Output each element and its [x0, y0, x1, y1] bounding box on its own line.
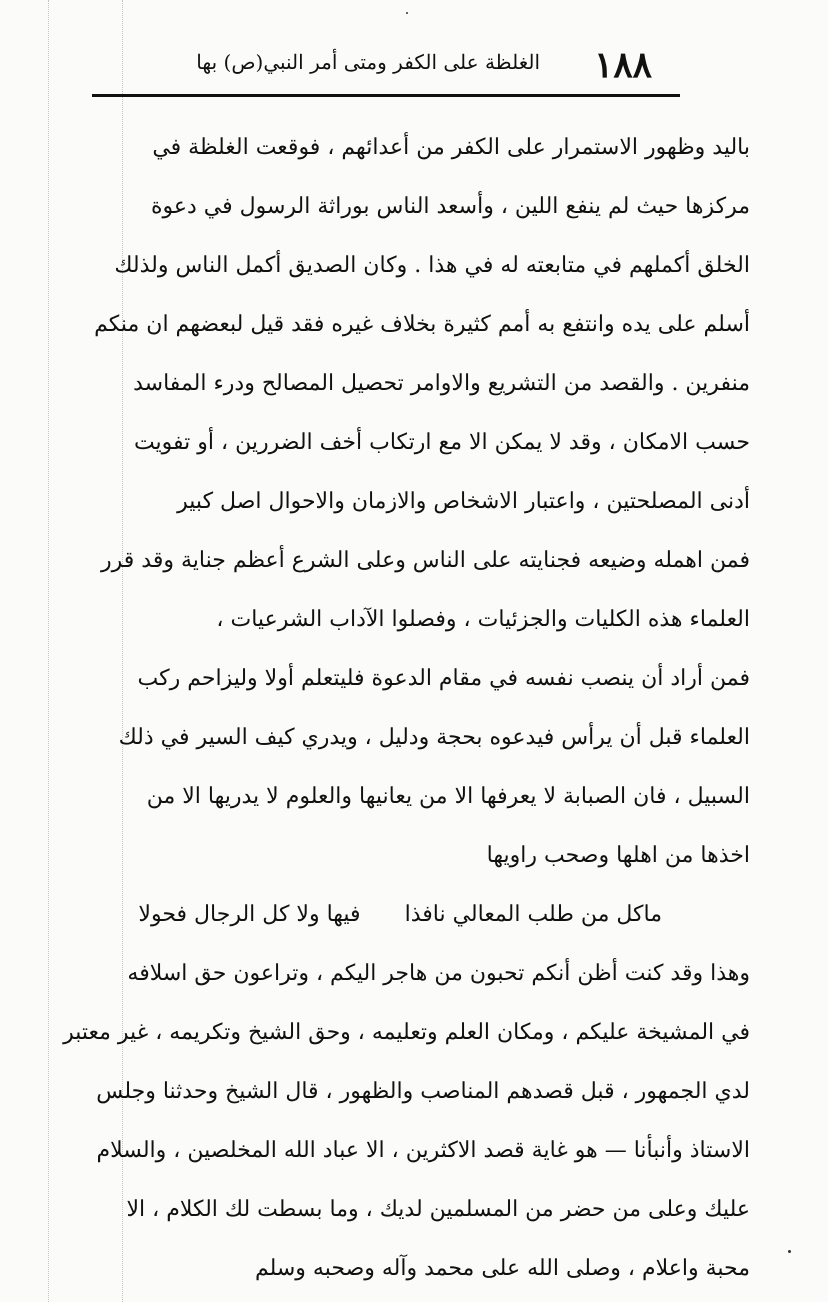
text-line: الاستاذ وأنبأنا — هو غاية قصد الاكثرين ، الا عباد الله المخلصين ، والسلام	[96, 1138, 750, 1163]
text-line: عليك وعلى من حضر من المسلمين لديك ، وما بسطت لك الكلام ، الا	[126, 1197, 750, 1222]
text-line: فمن اهمله وضيعه فجنايته على الناس وعلى الشرع أعظم جناية وقد قرر	[101, 548, 750, 573]
body-text	[32, 118, 750, 1298]
text-line: منفرين . والقصد من التشريع والاوامر تحصيل المصالح ودرء المفاسد	[133, 371, 750, 396]
ink-speck	[788, 1250, 791, 1253]
text-line: باليد وظهور الاستمرار على الكفر من أعدائهم ، فوقعت الغلظة في	[152, 135, 750, 160]
ink-speck	[406, 12, 408, 14]
text-line: وهذا وقد كنت أظن أنكم تحبون من هاجر اليكم ، وتراعون حق اسلافه	[127, 961, 750, 986]
text-line: أدنى المصلحتين ، واعتبار الاشخاص والازمان والاحوال اصل كبير	[177, 489, 750, 514]
verse-second-hemistich: فيها ولا كل الرجال فحولا	[138, 902, 361, 927]
text-line-last: اخذها من اهلها وصحب راويها	[486, 843, 750, 868]
text-line: حسب الامكان ، وقد لا يمكن الا مع ارتكاب أخف الضررين ، أو تفويت	[133, 430, 750, 455]
text-line: الخلق أكملهم في متابعته له في هذا . وكان الصديق أكمل الناس ولذلك	[114, 253, 750, 278]
text-line-last: محبة واعلام ، وصلى الله على محمد وآله وصحبه وسلم	[254, 1256, 750, 1281]
header-rule	[92, 94, 680, 97]
text-line: فمن أراد أن ينصب نفسه في مقام الدعوة فليتعلم أولا وليزاحم ركب	[137, 666, 750, 691]
page-number: ١٨٨	[593, 44, 652, 86]
text-line: السبيل ، فان الصبابة لا يعرفها الا من يعانيها والعلوم لا يدريها الا من	[146, 784, 750, 809]
running-title: الغلظة على الكفر ومتى أمر النبي(ص) بها	[196, 50, 540, 74]
page-header	[120, 40, 680, 96]
text-line: في المشيخة عليكم ، ومكان العلم وتعليمه ، وحق الشيخ وتكريمه ، غير معتبر	[63, 1020, 750, 1045]
text-line: العلماء هذه الكليات والجزئيات ، وفصلوا الآداب الشرعيات ،	[216, 607, 750, 632]
text-line: أسلم على يده وانتفع به أمم كثيرة بخلاف غيره فقد قيل لبعضهم ان منكم	[94, 312, 750, 337]
verse-first-hemistich: ماكل من طلب المعالي نافذا	[404, 902, 662, 927]
poetry-verse	[32, 885, 750, 944]
text-line: لدي الجمهور ، قبل قصدهم المناصب والظهور ، قال الشيخ وحدثنا وجلس	[96, 1079, 750, 1104]
text-line: مركزها حيث لم ينفع اللين ، وأسعد الناس بوراثة الرسول في دعوة	[150, 194, 750, 219]
text-line: العلماء قبل أن يرأس فيدعوه بحجة ودليل ، ويدري كيف السير في ذلك	[118, 725, 750, 750]
